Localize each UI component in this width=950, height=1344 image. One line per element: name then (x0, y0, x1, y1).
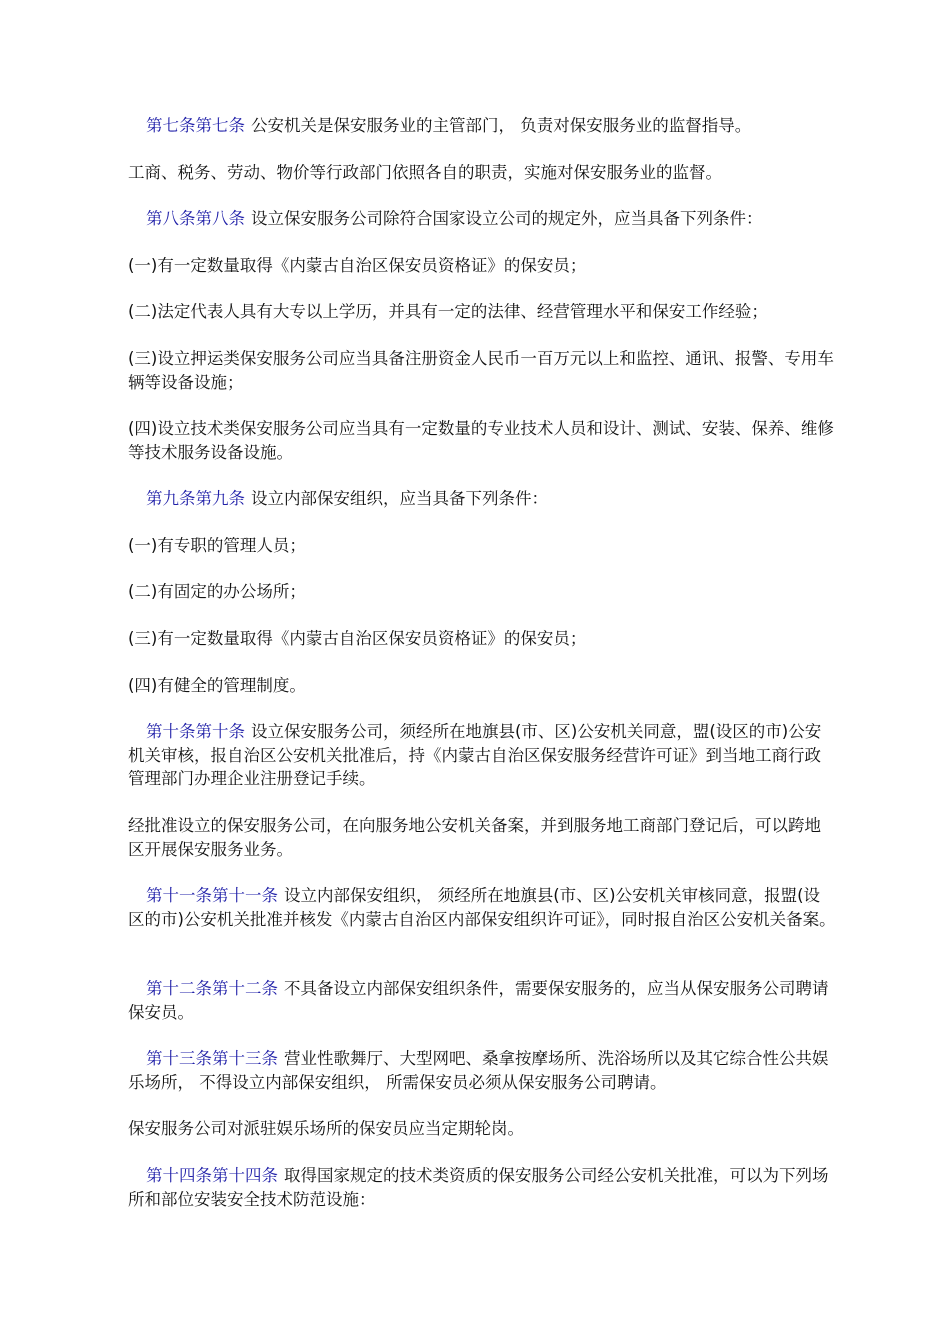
paragraph-text: (三)有一定数量取得《内蒙古自治区保安员资格证》的保安员； (128, 629, 587, 648)
paragraph-text: (一)有专职的管理人员； (128, 536, 306, 555)
article-11-paragraph (128, 884, 836, 931)
article-10-label: 第十条第十条 (146, 722, 245, 741)
article-9-text: 设立内部保安组织，应当具备下列条件： (251, 489, 548, 508)
article-8-item-2 (128, 300, 836, 324)
article-9-item-2 (128, 580, 836, 604)
paragraph-text: (四)有健全的管理制度。 (128, 676, 306, 695)
paragraph-text: (一)有一定数量取得《内蒙古自治区保安员资格证》的保安员； (128, 256, 587, 275)
article-13-label: 第十三条第十三条 (146, 1049, 278, 1068)
paragraph-text: (二)有固定的办公场所； (128, 582, 306, 601)
article-9-item-3 (128, 627, 836, 651)
article-8-item-1 (128, 254, 836, 278)
article-10-text: 设立保安服务公司，须经所在地旗县(市、区)公安机关同意，盟(设区的市)公安机关审核，报自治区公安机关批准后，持《内蒙古自治区保安服务经营许可证》到当地工商行政管理部门办理企业注册登记手续。 (128, 722, 822, 788)
paragraph-text: (二)法定代表人具有大专以上学历，并具有一定的法律、经营管理水平和保安工作经验； (128, 302, 768, 321)
paragraph-text: 经批准设立的保安服务公司，在向服务地公安机关备案，并到服务地工商部门登记后，可以跨地区开展保安服务业务。 (128, 816, 821, 859)
article-9-paragraph (128, 487, 836, 511)
article-13-text: 营业性歌舞厅、大型网吧、桑拿按摩场所、洗浴场所以及其它综合性公共娱乐场所， 不得设立内部保安组织， 所需保安员必须从保安服务公司聘请。 (128, 1049, 829, 1092)
article-8-item-4 (128, 417, 836, 464)
article-7-text: 公安机关是保安服务业的主管部门， 负责对保安服务业的监督指导。 (251, 116, 752, 135)
article-7-label: 第七条第七条 (146, 116, 245, 135)
article-11-text: 设立内部保安组织， 须经所在地旗县(市、区)公安机关审核同意，报盟(设区的市)公安机关批准并核发《内蒙古自治区内部保安组织许可证》，同时报自治区公安机关备案。 (128, 886, 836, 929)
paragraph-text: 工商、税务、劳动、物价等行政部门依照各自的职责，实施对保安服务业的监督。 (128, 163, 722, 182)
article-10-clause-2 (128, 814, 836, 861)
article-8-text: 设立保安服务公司除符合国家设立公司的规定外，应当具备下列条件： (251, 209, 763, 228)
article-13-clause-2 (128, 1117, 836, 1141)
article-8-item-3 (128, 347, 836, 394)
article-9-item-1 (128, 534, 836, 558)
article-7-paragraph (128, 114, 836, 138)
article-11-label: 第十一条第十一条 (146, 886, 278, 905)
article-14-label: 第十四条第十四条 (146, 1166, 278, 1185)
paragraph-text: (四)设立技术类保安服务公司应当具有一定数量的专业技术人员和设计、测试、安装、保养、维修等技术服务设备设施。 (128, 419, 834, 462)
article-10-paragraph (128, 720, 836, 791)
article-8-label: 第八条第八条 (146, 209, 245, 228)
article-14-text: 取得国家规定的技术类资质的保安服务公司经公安机关批准，可以为下列场所和部位安装安全技术防范设施： (128, 1166, 829, 1209)
article-9-item-4 (128, 674, 836, 698)
paragraph-text: 保安服务公司对派驻娱乐场所的保安员应当定期轮岗。 (128, 1119, 524, 1138)
article-14-paragraph (128, 1164, 836, 1211)
article-9-label: 第九条第九条 (146, 489, 245, 508)
article-8-paragraph (128, 207, 836, 231)
article-12-paragraph (128, 977, 836, 1024)
article-7-clause-2 (128, 161, 836, 185)
article-12-label: 第十二条第十二条 (146, 979, 278, 998)
paragraph-text: (三)设立押运类保安服务公司应当具备注册资金人民币一百万元以上和监控、通讯、报警、专用车辆等设备设施； (128, 349, 834, 392)
article-12-text: 不具备设立内部保安组织条件，需要保安服务的，应当从保安服务公司聘请保安员。 (128, 979, 829, 1022)
article-13-paragraph (128, 1047, 836, 1094)
